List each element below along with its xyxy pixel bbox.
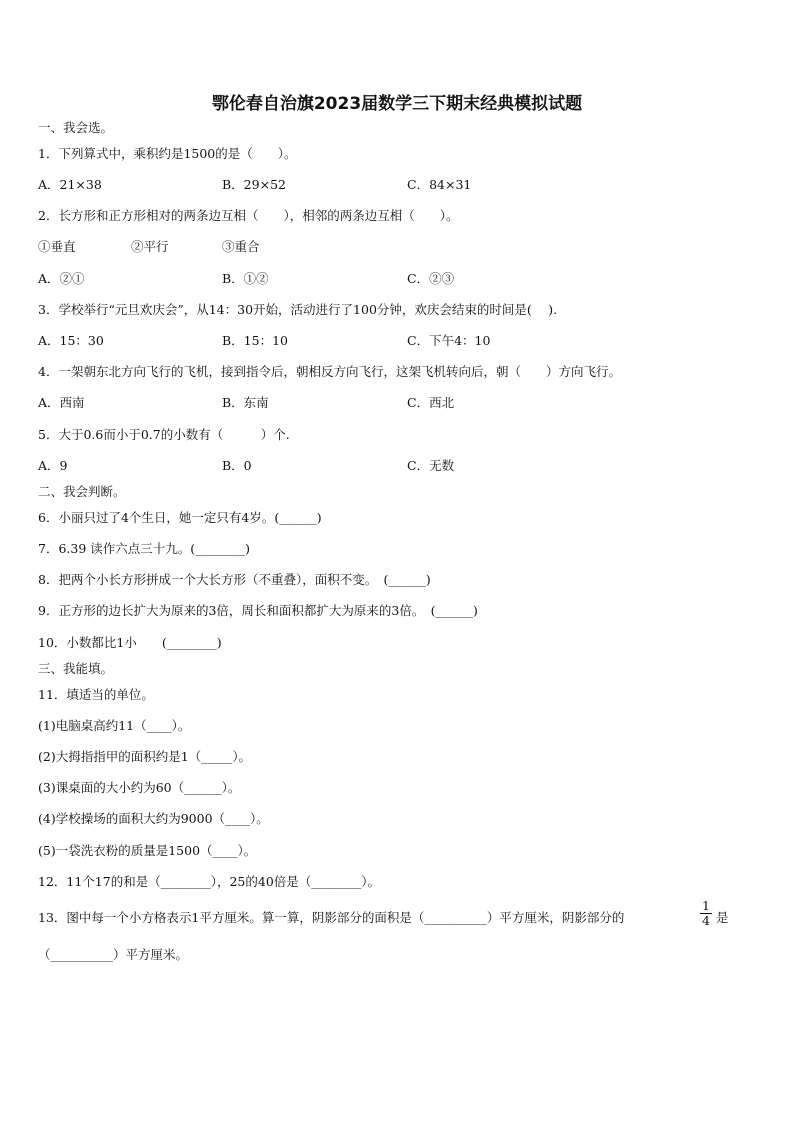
question-4-option-c: C．西北 xyxy=(407,395,455,410)
question-11-item: (3)课桌面的大小约为60（______）。 xyxy=(38,780,241,795)
question-3-option-b: B．15：10 xyxy=(222,333,288,348)
question-1-option-b: B．29×52 xyxy=(222,177,286,192)
question-4-option-a: A．西南 xyxy=(38,395,85,410)
question-12: 12．11个17的和是（________），25的40倍是（________）。 xyxy=(38,874,381,889)
question-7: 7．6.39 读作六点三十九。(________) xyxy=(38,541,251,556)
question-13-stem: 13．图中每一个小方格表示1平方厘米。算一算，阴影部分的面积是（__________）平方厘米，阴影部分的 xyxy=(38,910,625,925)
question-2-choice-1: ①垂直 xyxy=(38,239,76,254)
section-heading-judge: 二、我会判断。 xyxy=(38,484,126,499)
question-2-choice-2: ②平行 xyxy=(131,239,169,254)
fraction-one-quarter xyxy=(700,900,712,927)
question-2-option-b: B．①② xyxy=(222,271,269,286)
question-13-line-2: （__________）平方厘米。 xyxy=(38,947,189,962)
page-title: 鄂伦春自治旗2023届数学三下期末经典模拟试题 xyxy=(211,94,583,114)
section-heading-choose: 一、我会选。 xyxy=(38,120,114,135)
question-3-option-c: C．下午4：10 xyxy=(407,333,491,348)
question-6: 6．小丽只过了4个生日，她一定只有4岁。(______) xyxy=(38,510,322,525)
question-11-stem: 11．填适当的单位。 xyxy=(38,687,154,702)
question-2-stem: 2．长方形和正方形相对的两条边互相（ ），相邻的两条边互相（ ）。 xyxy=(38,208,459,223)
question-11-item: (1)电脑桌高约11（____）。 xyxy=(38,718,191,733)
question-4-option-b: B．东南 xyxy=(222,395,269,410)
question-3-option-a: A．15：30 xyxy=(38,333,104,348)
question-5-option-c: C．无数 xyxy=(407,458,455,473)
question-2-option-c: C．②③ xyxy=(407,271,455,286)
question-11-item: (4)学校操场的面积大约为9000（____）。 xyxy=(38,811,269,826)
question-11-item: (5)一袋洗衣粉的质量是1500（____）。 xyxy=(38,843,257,858)
question-1-option-c: C．84×31 xyxy=(407,177,472,192)
question-13-stem-end: 是 xyxy=(716,910,729,925)
question-2-choice-3: ③重合 xyxy=(222,239,260,254)
question-4-stem: 4．一架朝东北方向飞行的飞机，接到指令后，朝相反方向飞行，这架飞机转向后，朝（ ）方向飞行。 xyxy=(38,364,621,379)
question-10: 10．小数都比1小 (________) xyxy=(38,635,222,650)
question-5-option-b: B．0 xyxy=(222,458,252,473)
question-1-stem: 1．下列算式中，乘积约是1500的是（ ）。 xyxy=(38,146,297,161)
question-5-option-a: A．9 xyxy=(38,458,68,473)
question-5-stem: 5．大于0.6而小于0.7的小数有（ ）个. xyxy=(38,427,290,442)
fraction-denominator: 4 xyxy=(702,913,710,928)
question-3-stem: 3．学校举行“元旦欢庆会”，从14：30开始，活动进行了100分钟，欢庆会结束的时间是( ). xyxy=(38,302,558,317)
question-2-option-a: A．②① xyxy=(38,271,85,286)
question-1-option-a: A．21×38 xyxy=(38,177,102,192)
fraction-numerator: 1 xyxy=(702,898,710,913)
question-8: 8．把两个小长方形拼成一个大长方形（不重叠），面积不变。 (______) xyxy=(38,572,431,587)
section-heading-fill: 三、我能填。 xyxy=(38,661,114,676)
question-9: 9．正方形的边长扩大为原来的3倍，周长和面积都扩大为原来的3倍。 (______) xyxy=(38,603,478,618)
question-11-item: (2)大拇指指甲的面积约是1（_____）。 xyxy=(38,749,252,764)
